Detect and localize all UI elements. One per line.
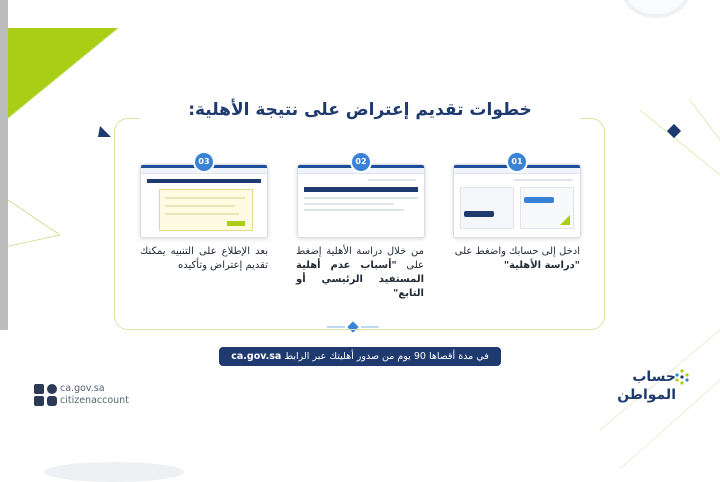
step-1-text (452, 245, 580, 273)
bottom-decoration (44, 462, 184, 482)
step-1-text-bold: "دراسة الأهلية" (503, 260, 580, 271)
logo-line-2: المواطن (617, 387, 676, 403)
step-2-screenshot (297, 164, 425, 238)
globe-icon[interactable] (47, 384, 57, 394)
logo-dots-icon (674, 369, 690, 385)
page-title: خطوات تقديم إعتراض على نتيجة الأهلية: (140, 100, 580, 120)
step-3-text (140, 245, 268, 273)
step-1-number: 01 (508, 153, 526, 171)
social-handle-row (34, 395, 129, 406)
left-side-bar (0, 0, 8, 330)
deadline-note-text: في مدة أقصاها 90 يوم من صدور أهليتك عبر الرابط (284, 351, 489, 362)
step-3-text-plain: بعد الإطلاع على التنبيه يمكنك تقديم إعتراض وتأكيده (140, 246, 268, 271)
step-3-number: 03 (195, 153, 213, 171)
step-2-text-bold: "أسباب عدم أهلية المستفيد الرئيسي أو التابع" (296, 260, 424, 299)
step-2-text-plain: من خلال دراسة الأهلية إضغط على (296, 246, 424, 271)
step-1-screenshot (453, 164, 581, 238)
step-2-text (296, 245, 424, 301)
social-website-row (34, 383, 105, 394)
twitter-icon[interactable] (34, 396, 44, 406)
step-2-number: 02 (352, 153, 370, 171)
logo-line-1: حساب (632, 369, 676, 385)
website-text[interactable]: ca.gov.sa (60, 383, 105, 394)
instagram-icon[interactable] (47, 396, 57, 406)
website-link[interactable]: ca.gov.sa (231, 351, 282, 362)
step-1-text-plain: ادخل إلى حسابك واضغط على (454, 246, 580, 257)
step-3-screenshot (140, 164, 268, 238)
youtube-icon[interactable] (34, 384, 44, 394)
handle-text[interactable]: citizenaccount (60, 395, 129, 406)
citizen-account-logo (610, 365, 690, 409)
deadline-note (219, 347, 501, 366)
